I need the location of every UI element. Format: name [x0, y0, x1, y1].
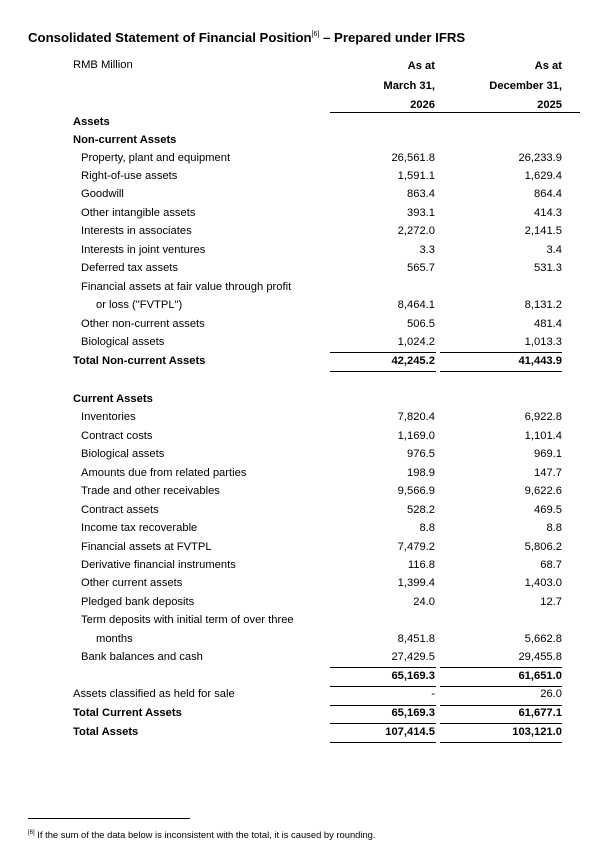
value-march-2026: 506.5	[407, 318, 435, 330]
value-december-2025: 414.3	[534, 207, 562, 219]
value-december-2025: 864.4	[534, 188, 562, 200]
value-march-2026: 116.8	[407, 559, 435, 571]
value-december-2025: 6,922.8	[524, 411, 562, 423]
row-label: Other intangible assets	[81, 207, 196, 219]
value-march-2026: 198.9	[407, 467, 435, 479]
table-row	[0, 409, 612, 427]
value-march-2026: 976.5	[407, 448, 435, 460]
footnote-rule	[28, 818, 190, 819]
value-march-2026: 8,451.8	[397, 633, 435, 645]
value-december-2025: 481.4	[534, 318, 562, 330]
value-december-2025: 12.7	[540, 596, 562, 608]
row-label: Property, plant and equipment	[81, 152, 231, 164]
value-december-2025: 61,677.1	[518, 707, 562, 719]
rule	[330, 742, 436, 743]
page-title: Consolidated Statement of Financial Position[6] – Prepared under IFRS	[28, 30, 466, 45]
row-label: Assets classified as held for sale	[73, 688, 235, 700]
table-row	[0, 483, 612, 501]
table-row	[0, 334, 612, 352]
row-label: Goodwill	[81, 188, 124, 200]
row-label: Term deposits with initial term of over three	[81, 614, 294, 626]
value-march-2026: 24.0	[413, 596, 435, 608]
value-december-2025: 103,121.0	[512, 726, 562, 738]
row-label: Contract assets	[81, 504, 159, 516]
row-label: Other current assets	[81, 577, 183, 589]
table-row	[0, 186, 612, 204]
table-row	[0, 114, 612, 132]
value-march-2026: 26,561.8	[391, 152, 435, 164]
value-december-2025: 8.8	[546, 522, 562, 534]
table-row	[0, 612, 612, 630]
row-label: Non-current Assets	[73, 134, 177, 146]
table-row	[0, 223, 612, 241]
value-december-2025: 26,233.9	[518, 152, 562, 164]
table-row	[0, 132, 612, 150]
table-row	[0, 391, 612, 409]
value-december-2025: 2,141.5	[524, 225, 562, 237]
title-footnote-ref: [6]	[311, 31, 320, 38]
footnote: [6] If the sum of the data below is inconsistent with the total, it is caused by rounding.	[28, 829, 376, 840]
row-label: Total Assets	[73, 726, 139, 738]
row-label: Assets	[73, 116, 110, 128]
row-label: Derivative financial instruments	[81, 559, 236, 571]
row-label: months	[96, 633, 133, 645]
row-label: Biological assets	[81, 336, 165, 348]
value-march-2026: 528.2	[407, 504, 435, 516]
row-label: Pledged bank deposits	[81, 596, 195, 608]
row-label: Income tax recoverable	[81, 522, 198, 534]
row-label: or loss ("FVTPL")	[96, 299, 183, 311]
value-december-2025: 8,131.2	[524, 299, 562, 311]
value-march-2026: 1,169.0	[397, 430, 435, 442]
row-label: Right-of-use assets	[81, 170, 178, 182]
value-december-2025: 26.0	[540, 688, 562, 700]
value-march-2026: 863.4	[407, 188, 435, 200]
table-row	[0, 575, 612, 593]
value-december-2025: 531.3	[534, 262, 562, 274]
value-march-2026: 1,024.2	[397, 336, 435, 348]
value-december-2025: 29,455.8	[518, 651, 562, 663]
table-row	[0, 649, 612, 667]
value-december-2025: 5,662.8	[524, 633, 562, 645]
table-row	[0, 539, 612, 557]
value-december-2025: 147.7	[534, 467, 562, 479]
table-row	[0, 705, 612, 723]
value-december-2025: 68.7	[540, 559, 562, 571]
value-march-2026: 65,169.3	[391, 670, 435, 682]
value-december-2025: 61,651.0	[518, 670, 562, 682]
value-december-2025: 3.4	[546, 244, 562, 256]
table-row	[0, 631, 612, 649]
column-header-march-2026: As at March 31, 2026	[383, 60, 435, 111]
row-label: Deferred tax assets	[81, 262, 179, 274]
row-label: Contract costs	[81, 430, 153, 442]
table-row	[0, 372, 612, 390]
table-row	[0, 724, 612, 742]
table-row	[0, 279, 612, 297]
value-march-2026: 8,464.1	[397, 299, 435, 311]
value-march-2026: 1,399.4	[397, 577, 435, 589]
value-december-2025: 1,629.4	[524, 170, 562, 182]
value-december-2025: 1,101.4	[524, 430, 562, 442]
table-row	[0, 557, 612, 575]
value-december-2025: 1,013.3	[524, 336, 562, 348]
value-december-2025: 1,403.0	[524, 577, 562, 589]
table-row	[0, 668, 612, 686]
table-row	[0, 686, 612, 704]
value-december-2025: 9,622.6	[524, 485, 562, 497]
row-label: Current Assets	[73, 393, 153, 405]
value-december-2025: 41,443.9	[518, 355, 562, 367]
table-row	[0, 520, 612, 538]
value-march-2026: 7,820.4	[397, 411, 435, 423]
rule	[440, 742, 562, 743]
table-row	[0, 150, 612, 168]
row-label: Financial assets at FVTPL	[81, 541, 212, 553]
value-march-2026: 65,169.3	[391, 707, 435, 719]
row-label: Interests in joint ventures	[81, 244, 206, 256]
value-december-2025: 469.5	[534, 504, 562, 516]
value-march-2026: 1,591.1	[397, 170, 435, 182]
value-march-2026: 2,272.0	[397, 225, 435, 237]
value-march-2026: -	[431, 688, 435, 700]
row-label: Total Non-current Assets	[73, 355, 206, 367]
value-march-2026: 27,429.5	[391, 651, 435, 663]
value-march-2026: 393.1	[407, 207, 435, 219]
row-label: Other non-current assets	[81, 318, 205, 330]
table-row	[0, 242, 612, 260]
unit-label: RMB Million	[73, 59, 133, 71]
row-label: Biological assets	[81, 448, 165, 460]
value-march-2026: 8.8	[419, 522, 435, 534]
table-row	[0, 465, 612, 483]
table-row	[0, 168, 612, 186]
row-label: Trade and other receivables	[81, 485, 220, 497]
value-march-2026: 9,566.9	[397, 485, 435, 497]
table-row	[0, 594, 612, 612]
column-header-december-2025: As at December 31, 2025	[489, 60, 562, 111]
table-row	[0, 353, 612, 371]
row-label: Amounts due from related parties	[81, 467, 247, 479]
value-march-2026: 42,245.2	[391, 355, 435, 367]
value-march-2026: 3.3	[419, 244, 435, 256]
table-row	[0, 260, 612, 278]
value-december-2025: 969.1	[534, 448, 562, 460]
table-row	[0, 297, 612, 315]
row-label: Total Current Assets	[73, 707, 182, 719]
footnote-ref: [6]	[28, 830, 35, 836]
table-row	[0, 428, 612, 446]
table-row	[0, 502, 612, 520]
row-label: Inventories	[81, 411, 136, 423]
value-december-2025: 5,806.2	[524, 541, 562, 553]
table-row	[0, 205, 612, 223]
table-row	[0, 316, 612, 334]
value-march-2026: 7,479.2	[397, 541, 435, 553]
value-march-2026: 107,414.5	[385, 726, 435, 738]
row-label: Financial assets at fair value through profit	[81, 281, 292, 293]
table-row	[0, 446, 612, 464]
row-label: Bank balances and cash	[81, 651, 203, 663]
value-march-2026: 565.7	[407, 262, 435, 274]
row-label: Interests in associates	[81, 225, 192, 237]
header-rule	[330, 112, 580, 113]
